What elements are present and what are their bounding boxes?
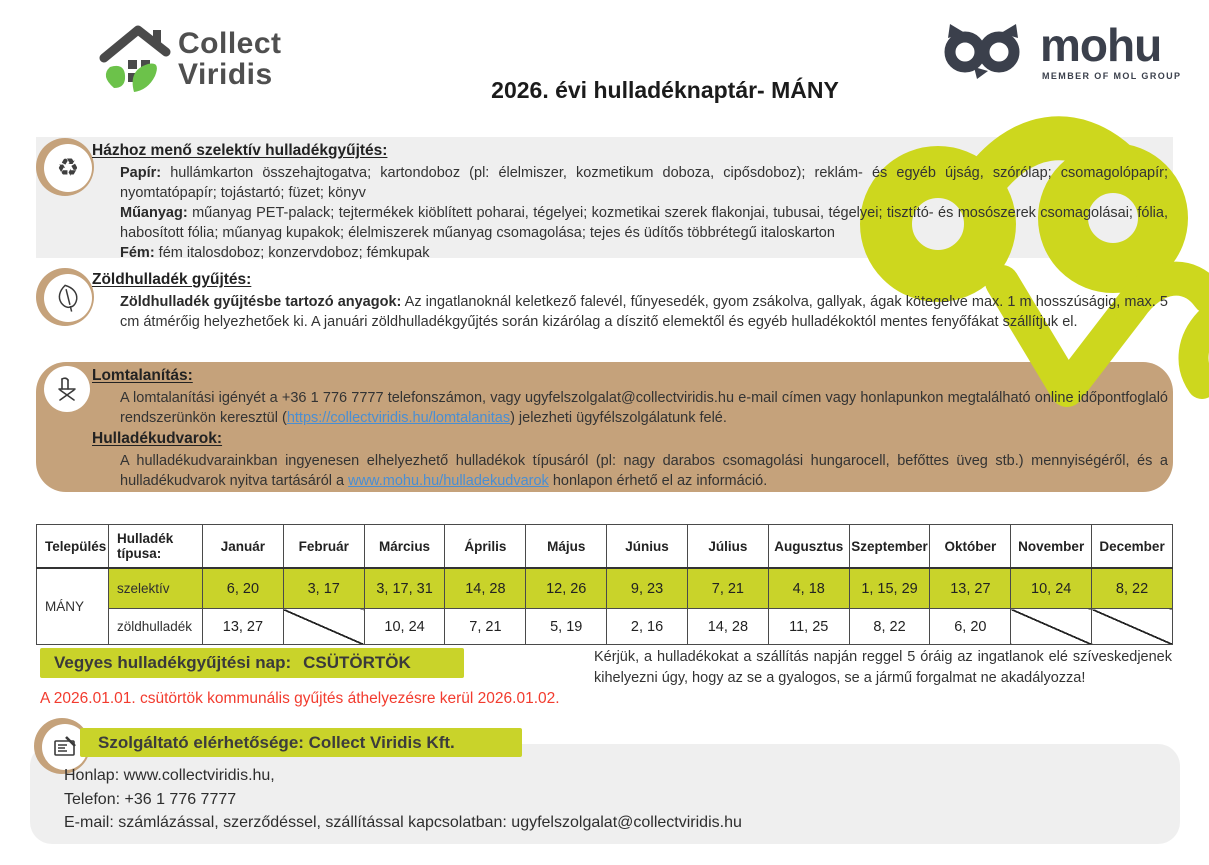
mohu-logo: [938, 19, 1182, 81]
bulky-icon-badge: [44, 366, 90, 412]
date-cell: 8, 22: [1092, 568, 1173, 609]
yard-paragraph: [92, 451, 1168, 491]
paper-label: Papír:: [120, 165, 162, 181]
provider-heading: Szolgáltató elérhetősége: Collect Viridis Kft.: [98, 732, 455, 752]
plastic-label: Műanyag:: [120, 205, 188, 221]
plastic-paragraph: [92, 203, 1168, 243]
green-lead-label: Zöldhulladék gyűjtésbe tartozó anyagok:: [120, 294, 402, 310]
date-cell-empty: [1092, 609, 1173, 645]
holiday-shift-note: A 2026.01.01. csütörtök kommunális gyűjtés áthelyezésre kerül 2026.01.02.: [40, 690, 560, 707]
selective-heading: Házhoz menő szelektív hulladékgyűjtés:: [92, 142, 388, 159]
date-cell: 6, 20: [930, 609, 1011, 645]
leaf-icon: [55, 283, 82, 313]
green-heading: Zöldhulladék gyűjtés:: [92, 271, 252, 288]
calendar-header-row: [37, 525, 1173, 569]
month-header: Március: [364, 525, 445, 569]
provider-website[interactable]: Honlap: www.collectviridis.hu,: [64, 767, 275, 784]
provider-email[interactable]: E-mail: számlázással, szerződéssel, szállítással kapcsolatban: ugyfelszolgalat@collectviridis.hu: [64, 814, 742, 831]
date-cell: 14, 28: [445, 568, 526, 609]
date-cell: 8, 22: [849, 609, 930, 645]
yard-text-after: honlapon érhető el az információ.: [548, 473, 768, 489]
date-cell: 3, 17, 31: [364, 568, 445, 609]
greenwaste-row: [37, 609, 1173, 645]
bulky-text-before: A lomtalanítási igényét a +36 1 776 7777 telefonszámon, vagy ugyfelszolgalat@collectviridis.hu e-mail címen vagy honlapunkon megtalálható online időpontfoglaló rendszerünkön keresztül (: [120, 390, 1168, 426]
recycle-icon: ♻: [56, 153, 80, 182]
date-cell: 9, 23: [607, 568, 688, 609]
bulky-section: [92, 367, 1168, 491]
paper-text: hullámkarton összehajtogatva; kartondoboz (pl: élelmiszer, kozmetikum doboza, cipősdoboz); reklám- és egyéb újság, szórólap; csomagolópapír; nyomtatópapír; tojástartó; füzet; könyv: [120, 165, 1168, 201]
plastic-text: műanyag PET-palack; tejtermékek kiöblített poharai, tégelyei; kozmetikai szerek flakonjai, tubusai, tégelyei; tisztító- és mosószerek csomagolásai; fólia, habosított fólia; műanyag kupakok; élelmiszerek műanyag csomagolása; tejes és üdítős többrétegű italoskarton: [120, 205, 1168, 241]
green-text: Az ingatlanoknál keletkező falevél, fűnyesedék, gyom zsákolva, gallyak, ágak kötegelve max. 1 m hosszúságig, max. 5 cm átmérőig helyezhetőek ki. A januári zöldhulladékgyűjtés során kizárólag a díszitő elemektől és egyéb hulladékoktól mentes fenyőfákat szállítjuk el.: [120, 294, 1168, 330]
collect-viridis-logo-icon: [98, 22, 174, 94]
mohu-name: mohu: [1040, 19, 1162, 71]
month-header: Május: [526, 525, 607, 569]
page-title: 2026. évi hulladéknaptár- MÁNY: [491, 77, 839, 103]
provider-heading-banner: [80, 728, 522, 757]
provider-phone: Telefon: +36 1 776 7777: [64, 790, 237, 808]
mixed-day-label: Vegyes hulladékgyűjtési nap:: [54, 653, 292, 672]
green-icon-badge: [44, 274, 92, 322]
note-pen-icon: [53, 735, 77, 759]
yard-link[interactable]: www.mohu.hu/hulladekudvarok: [348, 473, 549, 489]
date-cell: 10, 24: [1011, 568, 1092, 609]
date-cell: 7, 21: [687, 568, 768, 609]
bulky-paragraph: [92, 388, 1168, 428]
date-cell: 7, 21: [445, 609, 526, 645]
month-header: Január: [203, 525, 284, 569]
month-header: Április: [445, 525, 526, 569]
logo-word-top: Collect: [178, 27, 282, 60]
metal-paragraph: [92, 243, 1168, 263]
bulky-heading: Lomtalanítás:: [92, 367, 193, 384]
date-cell: 4, 18: [768, 568, 849, 609]
month-header: Augusztus: [768, 525, 849, 569]
date-cell: 3, 17: [283, 568, 364, 609]
settlement-cell: MÁNY: [37, 568, 109, 645]
green-paragraph: [92, 292, 1168, 332]
metal-label: Fém:: [120, 245, 155, 261]
placement-reminder: Kérjük, a hulladékokat a szállítás napján reggel 5 óráig az ingatlanok elé szíveskedjenek kihelyezni úgy, hogy az se a gyalogos, se a jármű forgalmat ne akadályozza!: [594, 649, 1172, 686]
yard-text-before: A hulladékudvarainkban ingyenesen elhelyezhető hulladékok típusáról (pl: nagy darabos csomagolási hungarocell, befőttes üveg stb.) mennyiségéről, és a hulladékudvarok nyitva tartásáról a: [120, 453, 1168, 489]
selective-row: [37, 568, 1173, 609]
month-header: Október: [930, 525, 1011, 569]
mohu-tagline: MEMBER OF MOL GROUP: [1042, 71, 1182, 81]
logo-word-bottom: Viridis: [178, 58, 273, 91]
month-header: Június: [607, 525, 688, 569]
settlement-header-cell: Település: [37, 525, 109, 569]
waste-type-cell: szelektív: [109, 568, 203, 609]
logo-wordmark: [178, 28, 282, 90]
date-cell: 10, 24: [364, 609, 445, 645]
date-cell: 13, 27: [930, 568, 1011, 609]
date-cell: 6, 20: [203, 568, 284, 609]
bulky-text-after: ) jelezheti ügyfélszolgálatunk felé.: [510, 410, 727, 426]
provider-contact-block: [64, 764, 742, 835]
mohu-text: [1028, 19, 1182, 81]
date-cell-empty: [283, 609, 364, 645]
date-cell: 12, 26: [526, 568, 607, 609]
date-cell: 5, 19: [526, 609, 607, 645]
paper-paragraph: [92, 163, 1168, 203]
yard-heading: Hulladékudvarok:: [92, 430, 223, 447]
mixed-day-value: CSÜTÖRTÖK: [303, 653, 411, 672]
date-cell: 13, 27: [203, 609, 284, 645]
waste-type-cell: zöldhulladék: [109, 609, 203, 645]
month-header: Február: [283, 525, 364, 569]
date-cell: 1, 15, 29: [849, 568, 930, 609]
green-section: [92, 271, 1168, 332]
date-cell-empty: [1011, 609, 1092, 645]
month-header: Szeptember: [849, 525, 930, 569]
date-cell: 2, 16: [607, 609, 688, 645]
month-header: Július: [687, 525, 768, 569]
month-header: November: [1011, 525, 1092, 569]
type-header-cell: Hulladék típusa:: [109, 525, 203, 569]
collection-calendar-table: [36, 524, 1173, 645]
date-cell: 11, 25: [768, 609, 849, 645]
mohu-owl-icon: [938, 22, 1028, 80]
month-header: December: [1092, 525, 1173, 569]
selective-icon-badge: [44, 144, 92, 192]
date-cell: 14, 28: [687, 609, 768, 645]
chair-icon: [54, 376, 80, 402]
bulky-link[interactable]: https://collectviridis.hu/lomtalanitas: [286, 410, 511, 426]
mixed-day-banner: [40, 648, 464, 678]
selective-section: [92, 142, 1168, 263]
metal-text: fém italosdoboz; konzervdoboz; fémkupak: [154, 245, 430, 261]
